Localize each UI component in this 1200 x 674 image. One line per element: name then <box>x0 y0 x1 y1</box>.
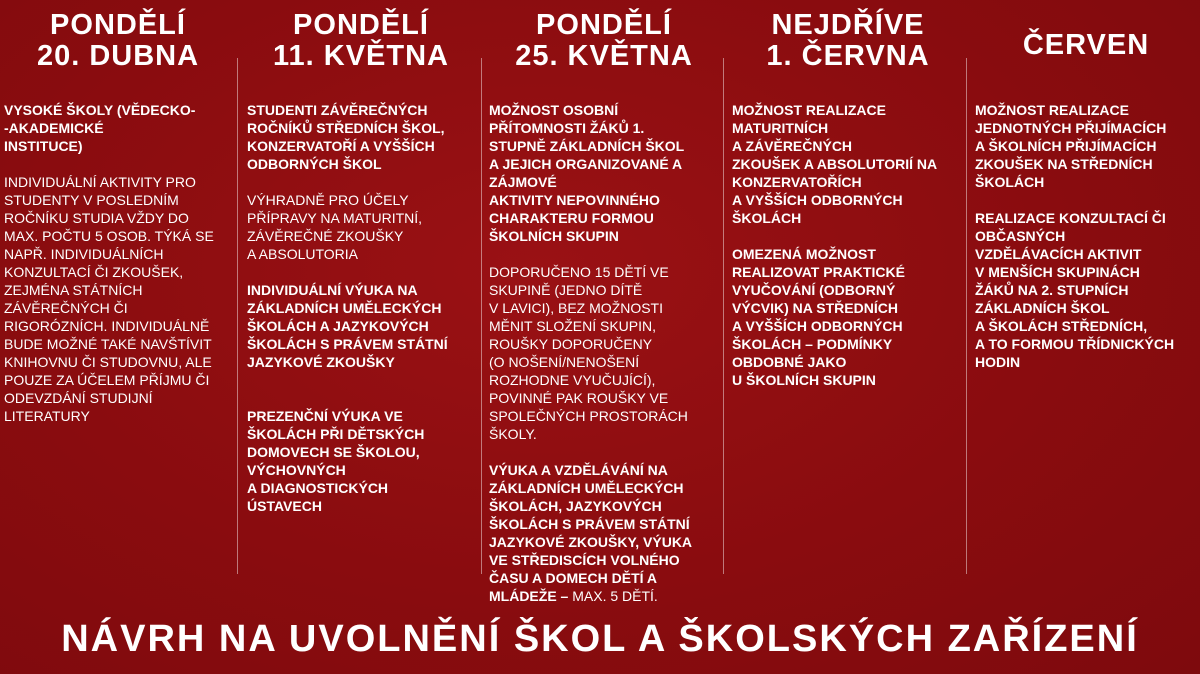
column-divider <box>966 58 967 574</box>
column-divider <box>481 58 482 574</box>
header-line-1: ČERVEN <box>1022 29 1150 61</box>
header-line-2: 11. KVĚTNA <box>273 40 449 72</box>
header-line-2: 20. DUBNA <box>36 40 200 72</box>
block-heading: OMEZENÁ MOŽNOST REALIZOVAT PRAKTICKÉ VYUČOVÁNÍ (ODBORNÝ VÝCVIK) NA STŘEDNÍCH A VYŠŠÍCH ODBORNÝCH ŠKOLÁCH – PODMÍNKY OBDOBNÉ JAKO U ŠKOLNÍCH SKUPIN <box>732 246 905 388</box>
column-header <box>247 10 475 72</box>
block-heading: MOŽNOST OSOBNÍ PŘÍTOMNOSTI ŽÁKŮ 1. STUPNĚ ZÁKLADNÍCH ŠKOL A JEJICH ORGANIZOVANÉ A ZÁJMOVÉ AKTIVITY NEPOVINNÉHO CHARAKTERU FORMOU ŠKOLNÍCH SKUPIN <box>489 102 685 244</box>
column-divider <box>723 58 724 574</box>
block-heading: MOŽNOST REALIZACE JEDNOTNÝCH PŘIJÍMACÍCH A ŠKOLNÍCH PŘIJÍMACÍCH ZKOUŠEK NA STŘEDNÍCH ŠKOLÁCH <box>975 102 1167 190</box>
column-header <box>4 10 232 72</box>
column-body <box>732 101 964 407</box>
column-divider <box>237 58 238 574</box>
header-line-2: 25. KVĚTNA <box>515 40 693 72</box>
block-heading-tail: MAX. 5 DĚTÍ. <box>572 588 658 604</box>
column-body <box>975 101 1197 389</box>
block-heading-main: VÝUKA A VZDĚLÁVÁNÍ NA ZÁKLADNÍCH UMĚLECKÝCH ŠKOLÁCH, JAZYKOVÝCH ŠKOLÁCH S PRÁVEM STÁTNÍ JAZYKOVÉ ZKOUŠKY, VÝUKA VE STŘEDISCÍCH VOLNÉHO ČASU A DOMECH DĚTÍ A MLÁDEŽE – <box>489 462 693 604</box>
header-line-1: PONDĚLÍ <box>536 9 672 41</box>
block-heading: MOŽNOST REALIZACE MATURITNÍCH A ZÁVĚREČNÝCH ZKOUŠEK A ABSOLUTORIÍ NA KONZERVATOŘÍCH A VYŠŠÍCH ODBORNÝCH ŠKOLÁCH <box>732 102 938 226</box>
block-detail: DOPORUČENO 15 DĚTÍ VE SKUPINĚ (JEDNO DÍTĚ V LAVICI), BEZ MOŽNOSTI MĚNIT SLOŽENÍ SKUPIN, ROUŠKY DOPORUČENY (O NOŠENÍ/NENOŠENÍ ROZHODNE VYUČUJÍCÍ), POVINNÉ PAK ROUŠKY VE SPOLEČNÝCH PROSTORÁCH ŠKOLY. <box>489 264 688 442</box>
block-heading: REALIZACE KONZULTACÍ ČI OBČASNÝCH VZDĚLÁVACÍCH AKTIVIT V MENŠÍCH SKUPINÁCH ŽÁKŮ NA 2. STUPNÍCH ZÁKLADNÍCH ŠKOL A ŠKOLÁCH STŘEDNÍCH, A TO FORMOU TŘÍDNICKÝCH HODIN <box>975 210 1175 370</box>
column-header <box>489 10 719 72</box>
header-line-1: PONDĚLÍ <box>50 9 186 41</box>
column-body <box>247 101 475 533</box>
page-title: NÁVRH NA UVOLNĚNÍ ŠKOL A ŠKOLSKÝCH ZAŘÍZENÍ <box>61 618 1139 660</box>
block-detail: INDIVIDUÁLNÍ AKTIVITY PRO STUDENTY V POSLEDNÍM ROČNÍKU STUDIA VŽDY DO MAX. POČTU 5 OSOB. TÝKÁ SE NAPŘ. INDIVIDUÁLNÍCH KONZULTACÍ ČI ZKOUŠEK, ZEJMÉNA STÁTNÍCH ZÁVĚREČNÝCH ČI RIGORÓZNÍCH. INDIVIDUÁLNĚ BUDE MOŽNÉ TAKÉ NAVŠTÍVIT KNIHOVNU ČI STUDOVNU, ALE POUZE ZA ÚČELEM PŘÍJMU ČI ODEVZDÁNÍ STUDIJNÍ LITERATURY <box>4 174 214 424</box>
column-body <box>4 101 232 443</box>
column-body <box>489 101 719 623</box>
header-line-2: 1. ČERVNA <box>766 40 930 72</box>
block-heading <box>489 461 719 605</box>
header-line-1: PONDĚLÍ <box>293 9 429 41</box>
header-line-1: NEJDŘÍVE <box>771 9 925 41</box>
column-header <box>975 30 1197 61</box>
block-heading: STUDENTI ZÁVĚREČNÝCH ROČNÍKŮ STŘEDNÍCH ŠKOL, KONZERVATOŘÍ A VYŠŠÍCH ODBORNÝCH ŠKOL <box>247 102 445 172</box>
block-heading: INDIVIDUÁLNÍ VÝUKA NA ZÁKLADNÍCH UMĚLECKÝCH ŠKOLÁCH A JAZYKOVÝCH ŠKOLÁCH S PRÁVEM STÁTNÍ JAZYKOVÉ ZKOUŠKY <box>247 282 448 370</box>
column-header <box>732 10 964 72</box>
block-heading: VYSOKÉ ŠKOLY (VĚDECKO- -AKADEMICKÉ INSTITUCE) <box>4 102 196 154</box>
block-heading: PREZENČNÍ VÝUKA VE ŠKOLÁCH PŘI DĚTSKÝCH DOMOVECH SE ŠKOLOU, VÝCHOVNÝCH A DIAGNOSTICKÝCH ÚSTAVECH <box>247 408 425 514</box>
block-detail: VÝHRADNĚ PRO ÚČELY PŘÍPRAVY NA MATURITNÍ, ZÁVĚREČNÉ ZKOUŠKY A ABSOLUTORIA <box>247 192 423 262</box>
